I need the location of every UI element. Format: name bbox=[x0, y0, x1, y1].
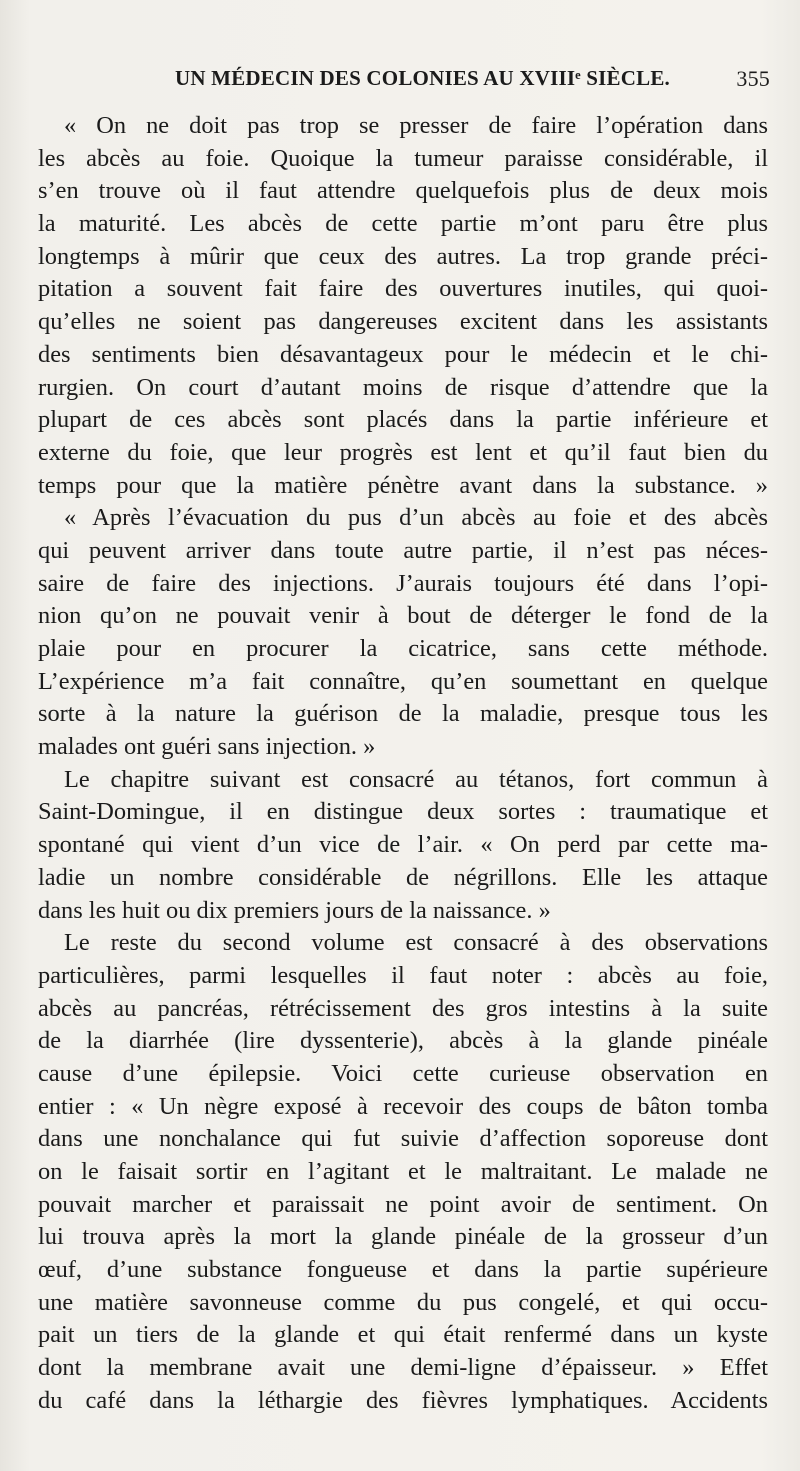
text-line: dans une nonchalance qui fut suivie d’affection soporeuse dont bbox=[38, 1125, 768, 1153]
text-line: ladie un nombre considérable de négrillons. Elle les attaque bbox=[38, 863, 768, 891]
text-line: œuf, d’une substance fongueuse et dans la partie supérieure bbox=[38, 1256, 768, 1284]
text-line: Saint-Domingue, il en distingue deux sortes : traumatique et bbox=[38, 798, 768, 826]
text-line: une matière savonneuse comme du pus congelé, et qui occu- bbox=[38, 1288, 768, 1316]
text-line: pouvait marcher et paraissait ne point avoir de sentiment. On bbox=[38, 1190, 768, 1218]
text-line: cause d’une épilepsie. Voici cette curieuse observation en bbox=[38, 1059, 768, 1087]
text-line: des sentiments bien désavantageux pour le médecin et le chi- bbox=[38, 340, 768, 368]
text-line: dans les huit ou dix premiers jours de la naissance. » bbox=[38, 896, 551, 924]
text-line: du café dans la léthargie des fièvres lymphatiques. Accidents bbox=[38, 1386, 768, 1414]
text-line: particulières, parmi lesquelles il faut noter : abcès au foie, bbox=[38, 961, 768, 989]
text-line: dont la membrane avait une demi-ligne d’épaisseur. » Effet bbox=[38, 1354, 768, 1382]
text-line: plaie pour en procurer la cicatrice, sans cette méthode. bbox=[38, 635, 768, 662]
text-line: qu’elles ne soient pas dangereuses excitent dans les assistants bbox=[38, 308, 768, 336]
text-line: pitation a souvent fait faire des ouvertures inutiles, qui quoi- bbox=[38, 275, 768, 303]
text-line: rurgien. On court d’autant moins de risque d’attendre que la bbox=[38, 373, 768, 401]
running-title: UN MÉDECIN DES COLONIES AU XVIIIᵉ SIÈCLE. bbox=[175, 66, 670, 90]
text-line: Le reste du second volume est consacré à des observations bbox=[64, 929, 768, 957]
text-line: saire de faire des injections. J’aurais toujours été dans l’opi- bbox=[38, 569, 768, 597]
text-line: la maturité. Les abcès de cette partie m’ont paru être plus bbox=[38, 210, 768, 238]
text-line: spontané qui vient d’un vice de l’air. « On perd par cette ma- bbox=[38, 831, 768, 859]
text-line: longtemps à mûrir que ceux des autres. La trop grande préci- bbox=[38, 242, 768, 270]
text-line: nion qu’on ne pouvait venir à bout de déterger le fond de la bbox=[38, 602, 768, 630]
text-line: plupart de ces abcès sont placés dans la partie inférieure et bbox=[38, 406, 768, 434]
text-line: Le chapitre suivant est consacré au tétanos, fort commun à bbox=[64, 765, 768, 793]
text-line: de la diarrhée (lire dyssenterie), abcès à la glande pinéale bbox=[38, 1027, 768, 1055]
text-line: externe du foie, que leur progrès est lent et qu’il faut bien du bbox=[38, 438, 768, 466]
body-text bbox=[38, 110, 768, 1418]
running-header bbox=[175, 66, 770, 96]
text-line: lui trouva après la mort la glande pinéale de la grosseur d’un bbox=[38, 1223, 768, 1251]
text-line: malades ont guéri sans injection. » bbox=[38, 733, 376, 761]
text-line: sorte à la nature la guérison de la maladie, presque tous les bbox=[38, 700, 768, 728]
text-line: s’en trouve où il faut attendre quelquefois plus de deux mois bbox=[38, 177, 768, 205]
text-line: pait un tiers de la glande et qui était renfermé dans un kyste bbox=[38, 1321, 768, 1349]
text-line: qui peuvent arriver dans toute autre partie, il n’est pas néces- bbox=[38, 536, 768, 564]
text-line: L’expérience m’a fait connaître, qu’en soumettant en quelque bbox=[38, 667, 768, 695]
page-number: 355 bbox=[736, 66, 770, 91]
text-line: « On ne doit pas trop se presser de faire l’opération dans bbox=[64, 112, 768, 139]
text-line: on le faisait sortir en l’agitant et le maltraitant. Le malade ne bbox=[38, 1158, 768, 1185]
text-line: abcès au pancréas, rétrécissement des gros intestins à la suite bbox=[38, 994, 768, 1022]
text-line: entier : « Un nègre exposé à recevoir des coups de bâton tomba bbox=[38, 1092, 768, 1120]
text-line: les abcès au foie. Quoique la tumeur paraisse considérable, il bbox=[38, 144, 768, 172]
text-line: « Après l’évacuation du pus d’un abcès au foie et des abcès bbox=[64, 504, 768, 532]
text-line: temps pour que la matière pénètre avant dans la substance. » bbox=[38, 471, 768, 499]
